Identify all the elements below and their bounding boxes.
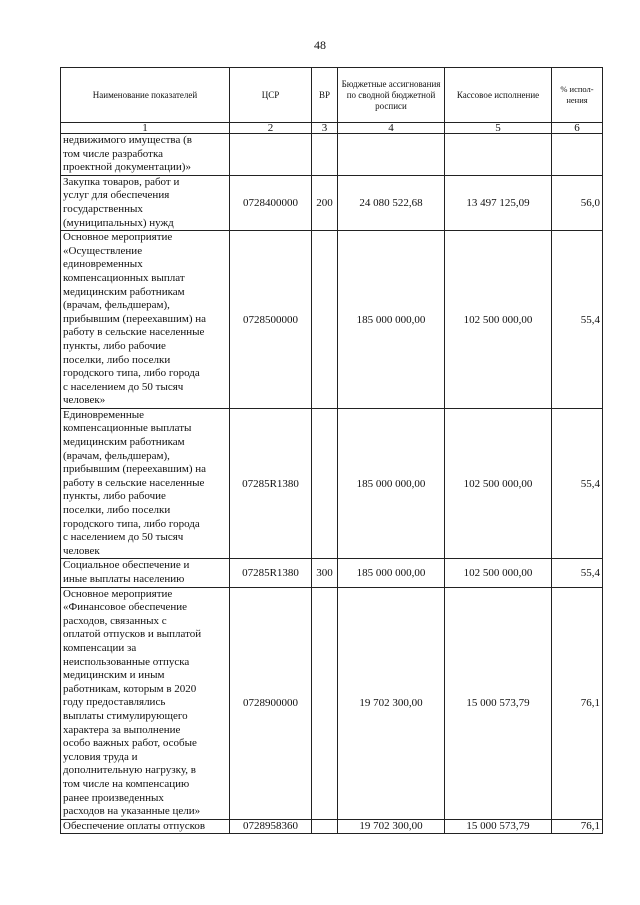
row-budget: 185 000 000,00 [338,559,445,587]
row-cash: 102 500 000,00 [445,408,552,559]
table-row [61,559,603,587]
row-cash: 15 000 573,79 [445,819,552,834]
row-budget: 185 000 000,00 [338,231,445,409]
header-vr: ВР [312,68,338,123]
column-number: 3 [312,123,338,134]
row-name: недвижимого имущества (в том числе разработка проектной документации)» [61,134,230,176]
row-cash: 102 500 000,00 [445,231,552,409]
header-cash: Кассовое исполнение [445,68,552,123]
table-row [61,231,603,409]
row-cash [445,134,552,176]
header-name: Наименование показателей [61,68,230,123]
row-pct: 55,4 [552,559,603,587]
row-csr: 0728500000 [230,231,312,409]
row-vr [312,231,338,409]
table-row [61,819,603,834]
column-number-row [61,123,603,134]
row-name: Закупка товаров, работ и услуг для обеспечения государственных (муниципальных) нужд [61,175,230,230]
row-cash: 13 497 125,09 [445,175,552,230]
table-row [61,587,603,819]
header-pct: % испол-нения [552,68,603,123]
row-pct: 56,0 [552,175,603,230]
page-number: 48 [314,38,326,52]
table-row [61,175,603,230]
row-csr: 0728958360 [230,819,312,834]
row-pct: 76,1 [552,587,603,819]
row-vr [312,408,338,559]
column-number: 5 [445,123,552,134]
row-pct: 55,4 [552,231,603,409]
column-number: 6 [552,123,603,134]
table-header-row [61,68,603,123]
row-vr [312,819,338,834]
row-budget: 24 080 522,68 [338,175,445,230]
row-vr [312,587,338,819]
row-name: Основное мероприятие «Осуществление единовременных компенсационных выплат медицинским работникам (врачам, фельдшерам), прибывшим (переехавшим) на работу в сельские населенные пункты, либо рабочие поселки, либо поселки городского типа, либо города с населением до 50 тысяч человек» [61,231,230,409]
row-csr: 07285R1380 [230,559,312,587]
budget-execution-table [60,67,603,834]
row-vr: 300 [312,559,338,587]
row-name: Социальное обеспечение и иные выплаты населению [61,559,230,587]
table-row [61,134,603,176]
header-csr: ЦСР [230,68,312,123]
row-name: Основное мероприятие «Финансовое обеспечение расходов, связанных с оплатой отпусков и выплатой компенсации за неиспользованные отпуска медицинским и иным работникам, которым в 2020 году предоставлялись выплаты стимулирующего характера за выполнение особо важных работ, особые условия труда и дополнительную нагрузку, в том числе на компенсацию ранее произведенных расходов на указанные цели» [61,587,230,819]
row-pct: 76,1 [552,819,603,834]
row-vr: 200 [312,175,338,230]
row-name: Обеспечение оплаты отпусков [61,819,230,834]
column-number: 2 [230,123,312,134]
row-budget: 19 702 300,00 [338,587,445,819]
row-vr [312,134,338,176]
row-budget: 185 000 000,00 [338,408,445,559]
row-csr: 07285R1380 [230,408,312,559]
row-budget: 19 702 300,00 [338,819,445,834]
column-number: 1 [61,123,230,134]
row-cash: 15 000 573,79 [445,587,552,819]
row-csr: 0728400000 [230,175,312,230]
row-csr: 0728900000 [230,587,312,819]
row-pct [552,134,603,176]
row-budget [338,134,445,176]
row-name: Единовременные компенсационные выплаты медицинским работникам (врачам, фельдшерам), прибывшим (переехавшим) на работу в сельские населенные пункты, либо рабочие поселки, либо поселки городского типа, либо города с населением до 50 тысяч человек [61,408,230,559]
row-cash: 102 500 000,00 [445,559,552,587]
row-pct: 55,4 [552,408,603,559]
table-row [61,408,603,559]
header-budget: Бюджетные ассигнования по сводной бюджетной росписи [338,68,445,123]
row-csr [230,134,312,176]
column-number: 4 [338,123,445,134]
